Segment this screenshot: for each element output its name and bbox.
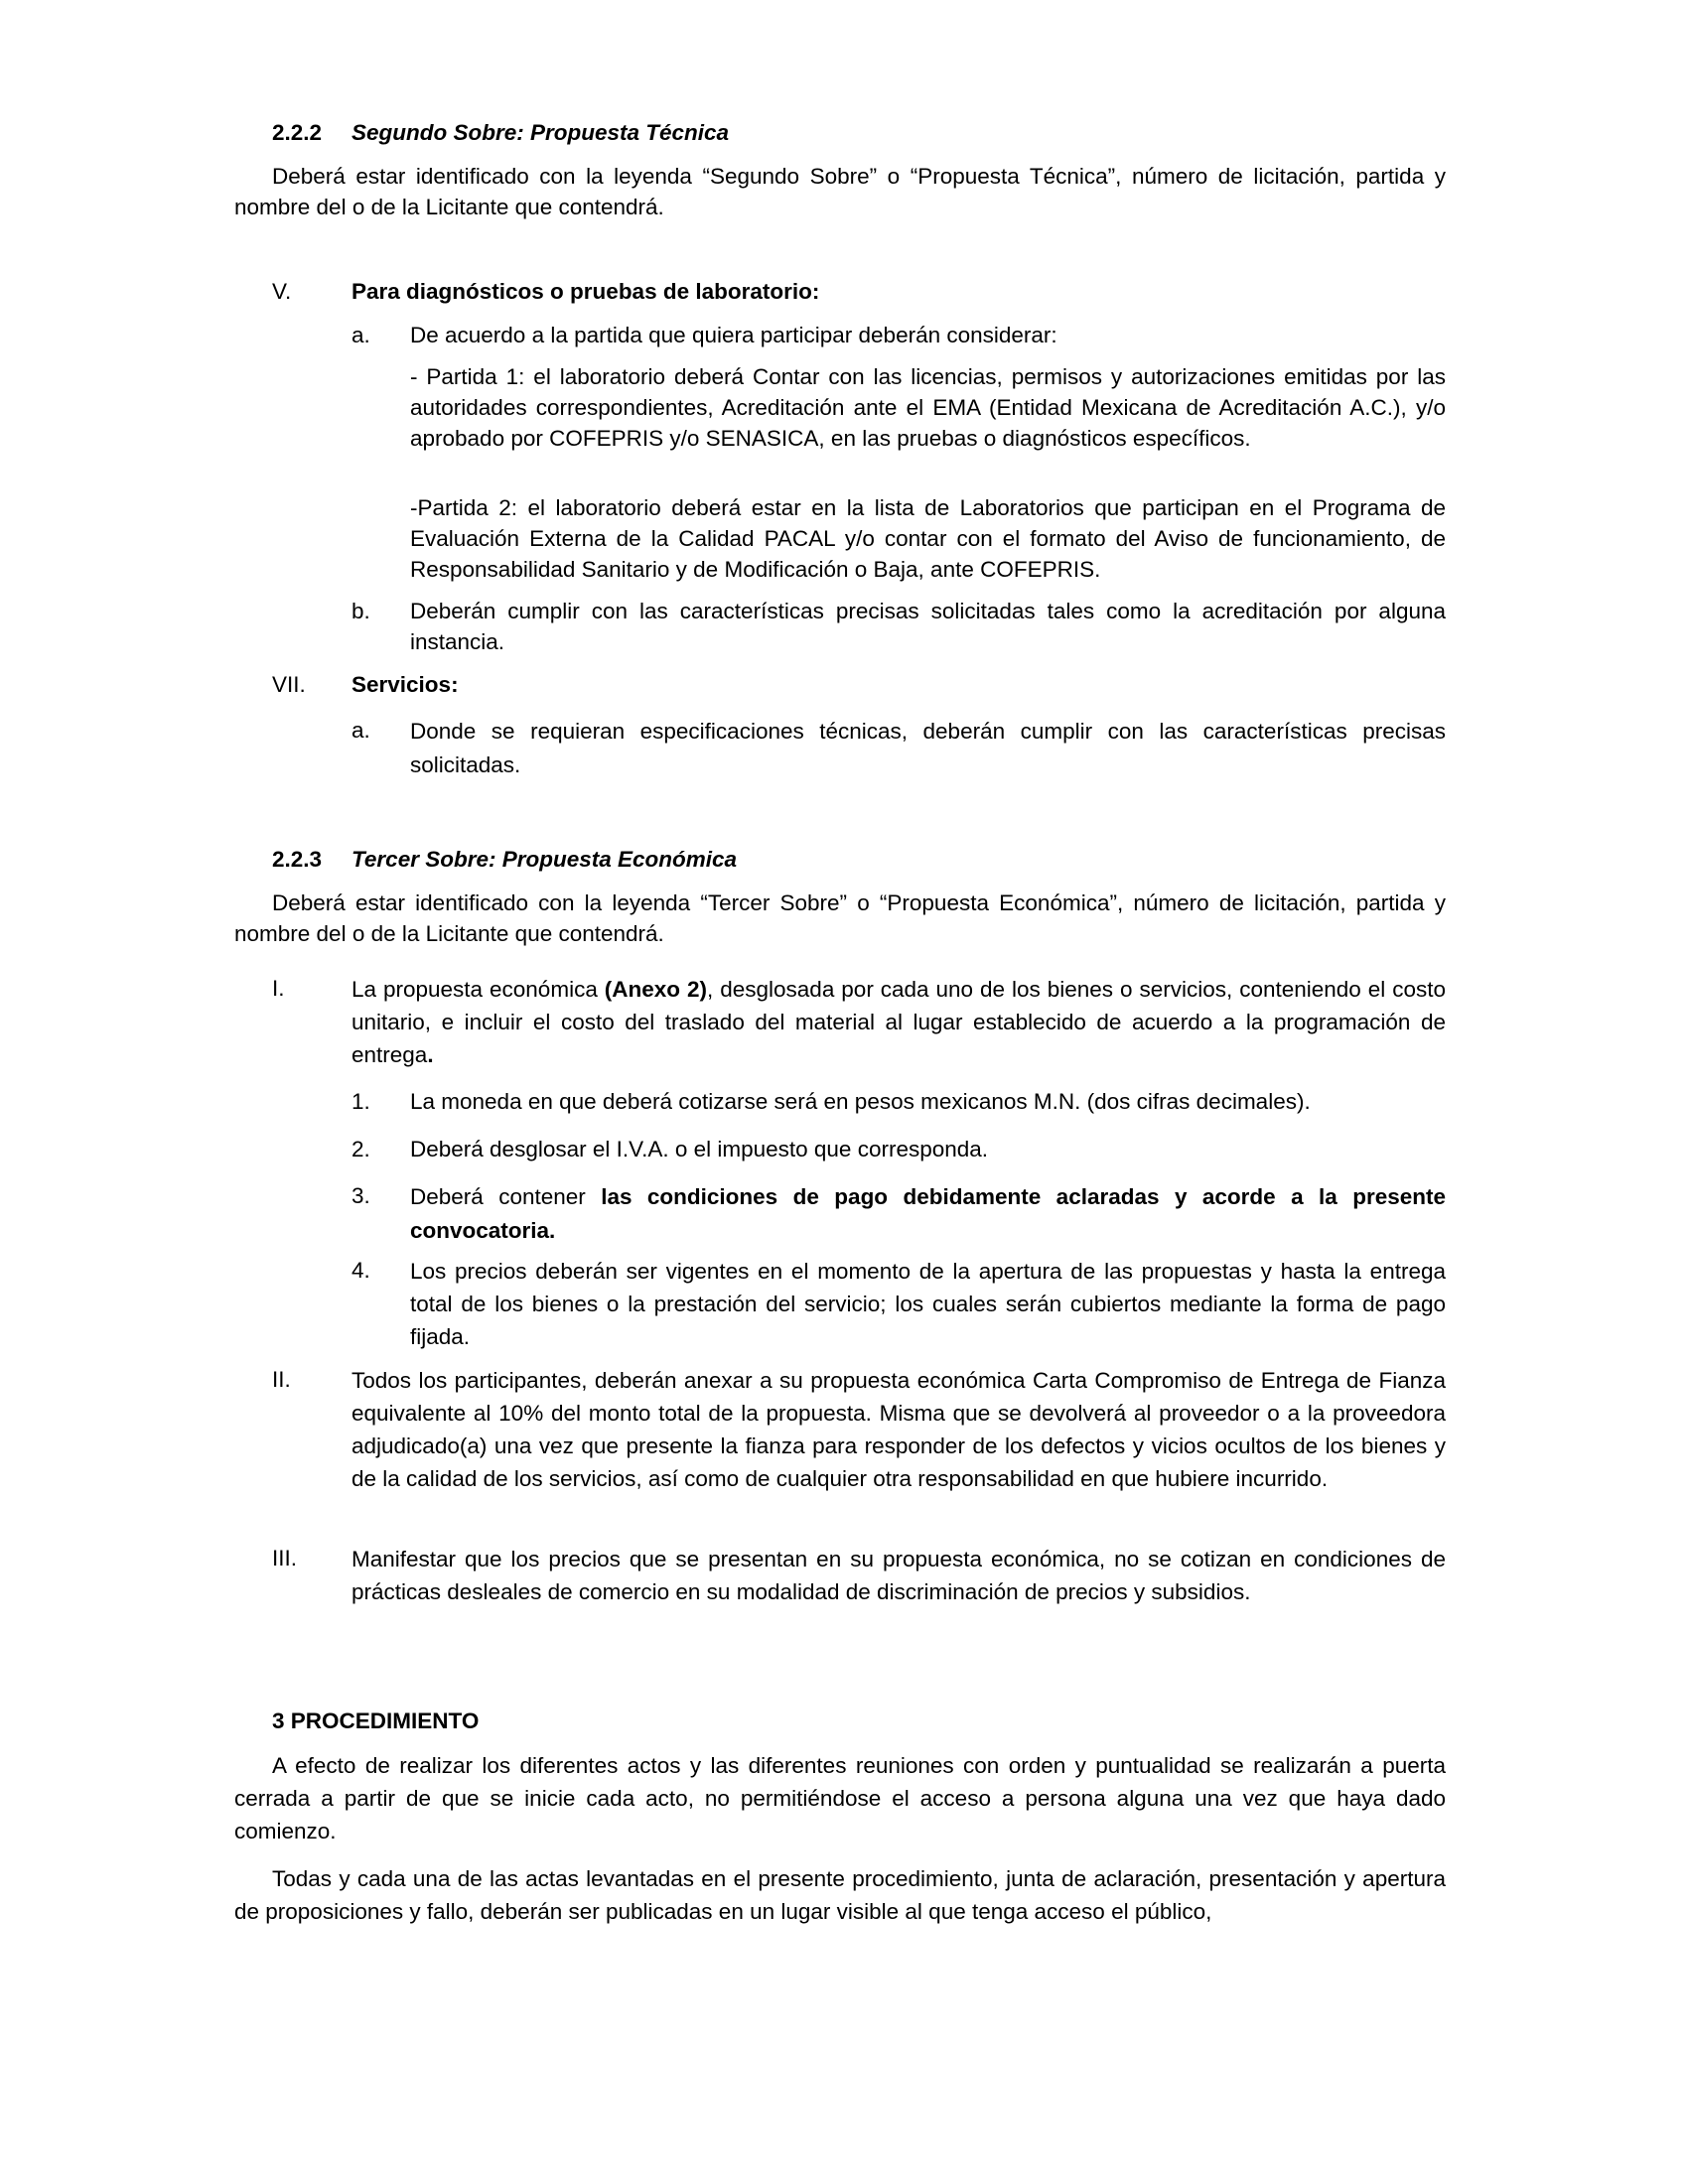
section-2-2-3-heading — [272, 844, 737, 875]
item-vii-heading: Servicios: — [352, 672, 459, 697]
sub-4-text: Los precios deberán ser vigentes en el momento de la apertura de las propuestas y hasta la entrega total de los bienes o la prestación del servicio; los cuales serán cubiertos mediante la forma de pago fijada. — [410, 1259, 1446, 1349]
item-i-text-after: , desglosada por cada uno de los bienes o servicios, conteniendo el costo unitario, e incluir el costo del traslado del material al lugar establecido de acuerdo a la programación de entrega — [352, 977, 1447, 1067]
section-2-2-2-heading — [272, 117, 729, 148]
sub-2-text: Deberá desglosar el I.V.A. o el impuesto que corresponda. — [410, 1137, 989, 1161]
partida-1-text: - Partida 1: el laboratorio deberá Contar con las licencias, permisos y autorizaciones emitidas por las autoridades correspondientes, Acreditación ante el EMA (Entidad Mexicana de Acreditación A.C.), y/o aprobado por COFEPRIS y/o SENASICA, en las pruebas o diagnósticos específicos. — [410, 364, 1446, 451]
item-v-a-marker: a. — [352, 323, 370, 347]
item-vii-a-text: Donde se requieran especificaciones técnicas, deberán cumplir con las características precisas solicitadas. — [410, 719, 1446, 777]
section-number: 2.2.2 — [272, 120, 323, 145]
item-vii-a-marker: a. — [352, 718, 370, 743]
partida-2-text: -Partida 2: el laboratorio deberá estar en la lista de Laboratorios que participan en el Programa de Evaluación Externa de la Calidad PACAL y/o contar con el formato del Aviso de funcionamiento, de Responsabilidad Sanitario y de Modificación o Baja, ante COFEPRIS. — [410, 495, 1446, 582]
item-i-text-end: . — [427, 1042, 434, 1067]
sub-2-marker: 2. — [352, 1137, 370, 1161]
item-i-text-before: La propuesta económica — [352, 977, 605, 1002]
section-3-heading: 3 PROCEDIMIENTO — [272, 1708, 480, 1733]
sub-3-text-bold: las condiciones de pago debidamente aclaradas y acorde a la presente convocatoria. — [410, 1184, 1447, 1243]
section-number: 2.2.3 — [272, 847, 323, 872]
sub-3-text-before: Deberá contener — [410, 1184, 602, 1209]
sub-3-marker: 3. — [352, 1183, 370, 1208]
item-i-marker: I. — [272, 976, 285, 1001]
item-v-b-marker: b. — [352, 599, 370, 623]
section-title: Segundo Sobre: Propuesta Técnica — [352, 120, 730, 145]
item-v-marker: V. — [272, 279, 292, 304]
section-3-paragraph-1: A efecto de realizar los diferentes actos y las diferentes reuniones con orden y puntualidad se realizarán a puerta cerrada a partir de que se inicie cada acto, no permitiéndose el acceso a persona alguna una vez que haya dado comienzo. — [234, 1753, 1446, 1843]
item-ii-marker: II. — [272, 1367, 291, 1392]
section-2-2-2-intro: Deberá estar identificado con la leyenda “Segundo Sobre” o “Propuesta Técnica”, número de licitación, partida y nombre del o de la Licitante que contendrá. — [234, 164, 1446, 219]
section-3-paragraph-2: Todas y cada una de las actas levantadas en el presente procedimiento, junta de aclaración, presentación y apertura de proposiciones y fallo, deberán ser publicadas en un lugar visible al que tenga acceso el público, — [234, 1866, 1446, 1924]
section-title: Tercer Sobre: Propuesta Económica — [352, 847, 738, 872]
sub-1-marker: 1. — [352, 1089, 370, 1114]
item-v-b-text: Deberán cumplir con las características precisas solicitadas tales como la acreditación por alguna instancia. — [410, 599, 1446, 654]
sub-4-marker: 4. — [352, 1258, 370, 1283]
sub-1-text: La moneda en que deberá cotizarse será en pesos mexicanos M.N. (dos cifras decimales). — [410, 1089, 1311, 1114]
item-vii-marker: VII. — [272, 672, 306, 697]
item-i-text — [352, 973, 1446, 1071]
item-v-heading: Para diagnósticos o pruebas de laboratorio: — [352, 279, 820, 304]
item-v-a-text: De acuerdo a la partida que quiera participar deberán considerar: — [410, 323, 1057, 347]
section-2-2-3-intro: Deberá estar identificado con la leyenda “Tercer Sobre” o “Propuesta Económica”, número de licitación, partida y nombre del o de la Licitante que contendrá. — [234, 890, 1446, 946]
item-iii-marker: III. — [272, 1546, 298, 1570]
item-ii-text: Todos los participantes, deberán anexar a su propuesta económica Carta Compromiso de Entrega de Fianza equivalente al 10% del monto total de la propuesta. Misma que se devolverá al proveedor o a la proveedora adjudicado(a) una vez que presente la fianza para responder de los defectos y vicios ocultos de los bienes y de la calidad de los servicios, así como de cualquier otra responsabilidad en que hubiere incurrido. — [352, 1368, 1446, 1491]
item-iii-text: Manifestar que los precios que se presentan en su propuesta económica, no se cotizan en condiciones de prácticas desleales de comercio en su modalidad de discriminación de precios y subsidios. — [352, 1547, 1446, 1604]
anexo-2-reference: (Anexo 2) — [604, 977, 708, 1002]
sub-3-text — [410, 1180, 1446, 1248]
